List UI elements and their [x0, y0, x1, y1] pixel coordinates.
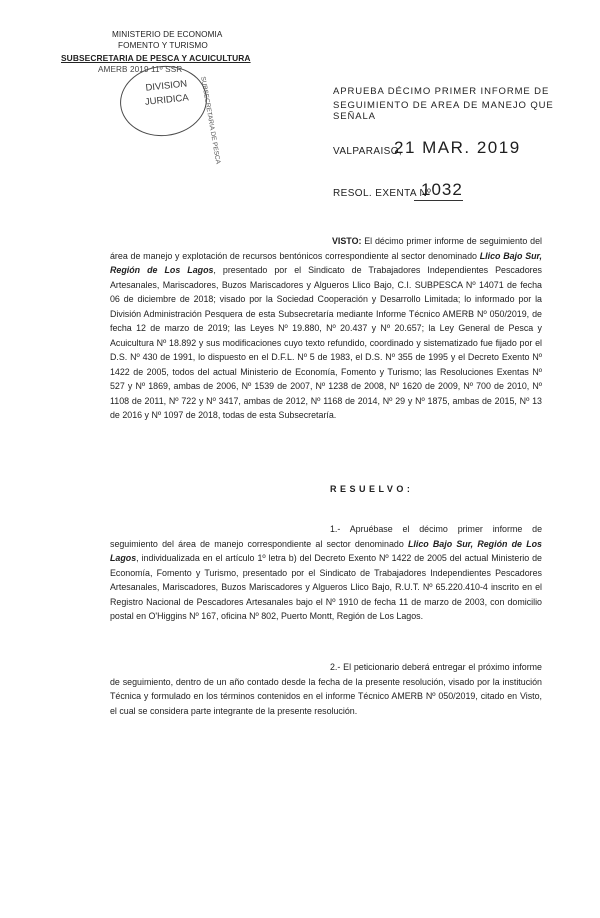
header-ministry: MINISTERIO DE ECONOMIA	[112, 30, 223, 39]
visto-text-b: , presentado por el Sindicato de Trabajadores Independientes Pescadores Artesanales, Mariscadores, Buzos Mariscadores y Algueros Llico Bajo, C.I. SUBPESCA Nº 14071 de fecha 06 de diciembre de 2018; visado por la Sociedad Cooperación y Desarrollo Limitada; lo informado por la División Administración Pesquera de esta Subsecretaría mediante Informe Técnico AMERB Nº 050/2019, de fecha 12 de marzo de 2019; las Leyes Nº 19.880, Nº 20.437 y Nº 20.657; la Ley General de Pesca y Acuicultura Nº 18.892 y sus modificaciones cuyo texto refundido, coordinado y sistematizado fue fijado por el D.S. Nº 430 de 1991, lo dispuesto en el D.F.L. Nº 5 de 1983, el D.S. Nº 355 de 1995 y el Decreto Exento Nº 1422 de 2005, todos del actual Ministerio de Economía, Fomento y Turismo; las Resoluciones Exentas Nº 527 y Nº 1869, ambas de 2006, Nº 1539 de 2007, Nº 1238 de 2008, Nº 1620 de 2009, Nº 700 de 2010, Nº 1108 de 2011, Nº 722 y Nº 3417, ambas de 2012, Nº 1168 de 2014, Nº 29 y Nº 1875, ambas de 2015, Nº 13 de 2016 y Nº 1097 de 2018, todas de esta Subsecretaría.	[110, 265, 542, 420]
visto-sector: Llico Bajo Sur, Región de Los Lagos	[110, 250, 542, 275]
resol-number-underline	[414, 200, 463, 201]
article-1-sector: Llico Bajo Sur, Región de Los Lagos	[110, 538, 542, 563]
place-label: VALPARAISO,	[333, 146, 403, 157]
resolution-article-1	[110, 522, 542, 624]
resolution-title-line-1: APRUEBA DÉCIMO PRIMER INFORME DE	[333, 86, 550, 97]
header-subsecretaria: SUBSECRETARIA DE PESCA Y ACUICULTURA	[61, 53, 251, 63]
resol-label: RESOL. EXENTA Nº	[333, 188, 432, 199]
stamp-line-1: DIVISION	[144, 78, 188, 94]
stamp-line-2: JURIDICA	[144, 92, 190, 108]
resolution-article-2: 2.- El peticionario deberá entregar el próximo informe de seguimiento, dentro de un año contado desde la fecha de la presente resolución, visado por la institución Técnica y formulado en los términos contenidos en el informe Técnico AMERB Nº 050/2019, citado en Visto, el cual se considera parte integrante de la presente resolución.	[110, 662, 542, 716]
article-1-text-a: 1.- Apruébase el décimo primer informe de seguimiento del área de manejo correspondiente al sector denominado	[110, 524, 542, 549]
resuelvo-heading: RESUELVO:	[330, 484, 414, 494]
article-1-text-b: , individualizada en el artículo 1º letra b) del Decreto Exento Nº 1422 de 2005 del actual Ministerio de Economía, Fomento y Turismo, presentado por el Sindicato de Trabajadores Independientes Pescadores Artesanales, Mariscadores, Buzos Mariscadores y Algueros Llico Bajo, R.U.T. Nº 65.220.410-4 inscrito en el Registro Nacional de Pescadores Artesanales bajo el Nº 1910 de fecha 11 de marzo de 2003, con domicilio postal en O'Higgins Nº 167, oficina Nº 802, Puerto Montt, Región de Los Lagos.	[110, 553, 542, 621]
header-ministry-sub: FOMENTO Y TURISMO	[118, 41, 208, 50]
visto-paragraph	[110, 234, 542, 423]
resol-number: 1032	[421, 180, 463, 199]
visto-text-a: El décimo primer informe de seguimiento del área de manejo y explotación de recursos bentónicos correspondiente al sector denominado	[110, 236, 542, 261]
resolution-title-line-2: SEGUIMIENTO DE AREA DE MANEJO QUE SEÑALA	[333, 100, 554, 122]
stamp-side-text: SUBSECRETARIA DE PESCA	[199, 76, 222, 165]
resolution-date: 21 MAR. 2019	[394, 138, 521, 157]
visto-label: VISTO:	[332, 236, 362, 246]
header-reference: AMERB 2019 11º SSR	[98, 65, 183, 74]
